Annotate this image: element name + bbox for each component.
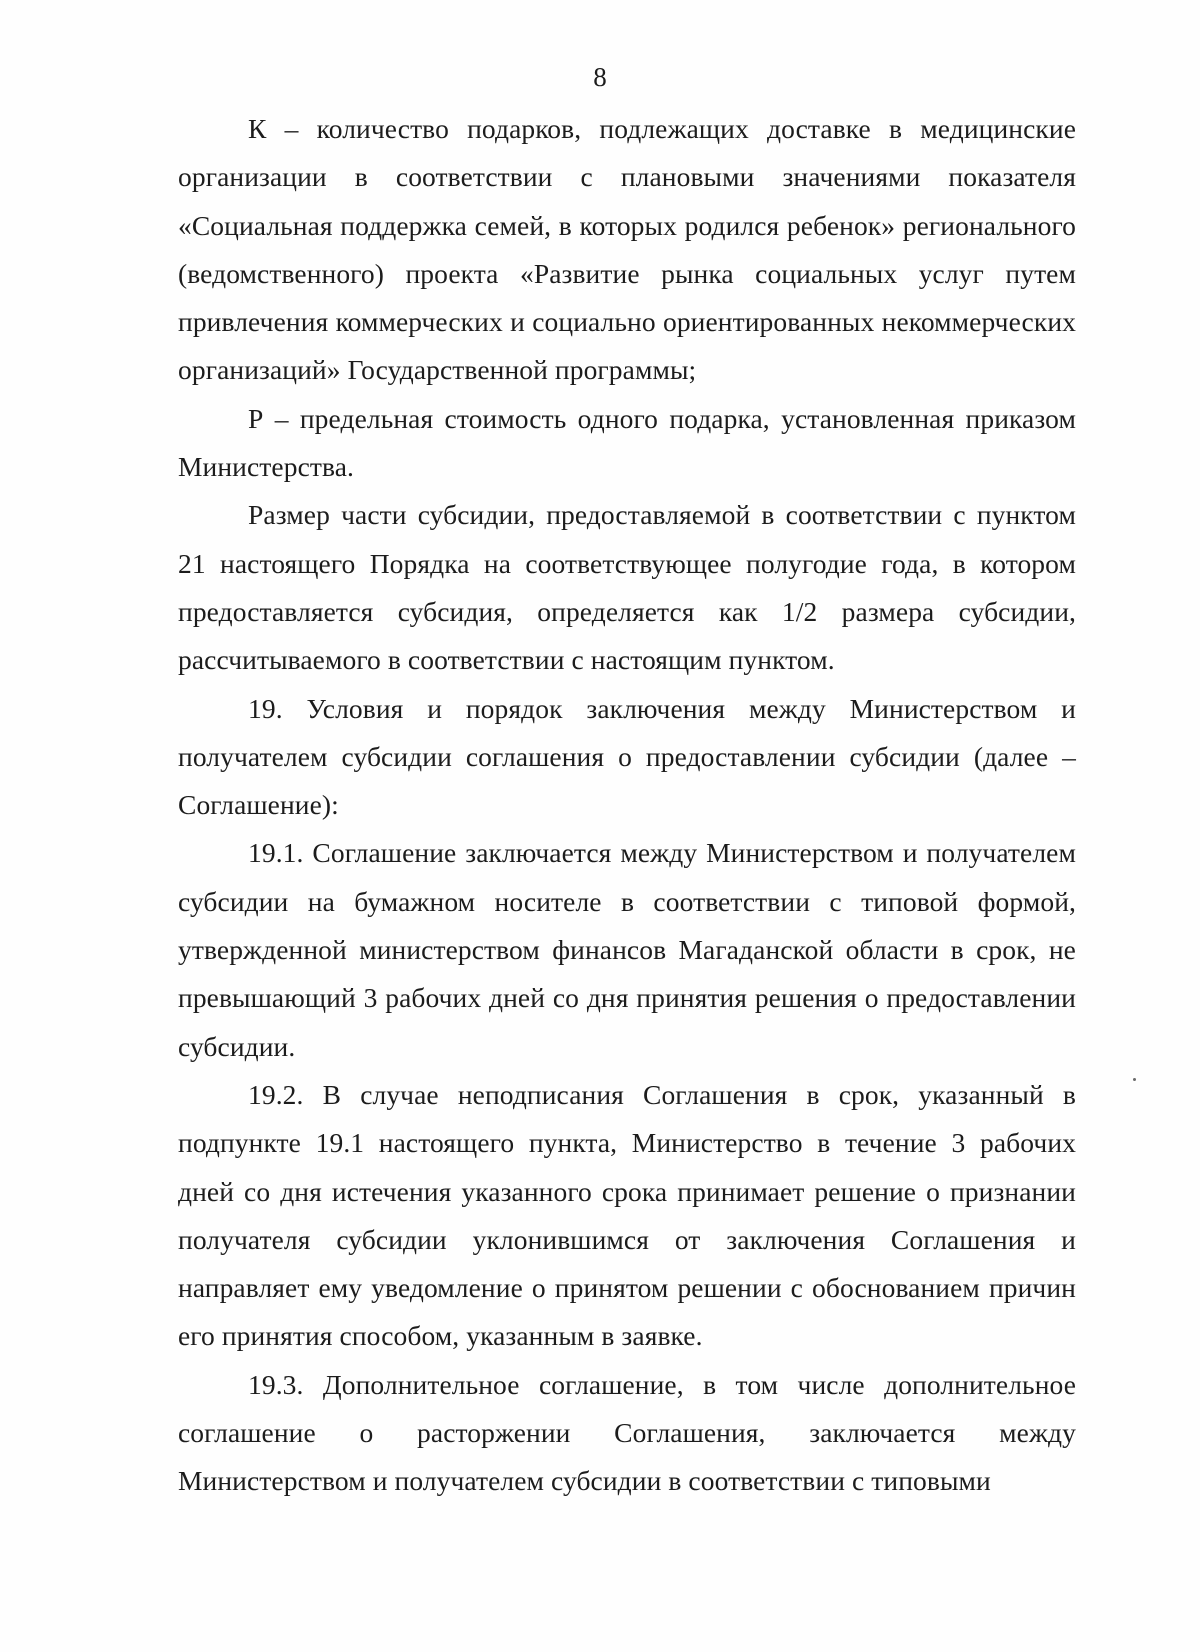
scan-dust-speck [1133, 1078, 1136, 1081]
page-number: 8 [593, 62, 607, 92]
paragraph-clause-19: 19. Условия и порядок заключения между Министерством и получателем субсидии соглашения о предоставлении субсидии (далее – Соглашение): [178, 692, 1076, 821]
paragraph-clause-19-3: 19.3. Дополнительное соглашение, в том числе дополнительное соглашение о расторжении Соглашения, заключается между Министерством и получателем субсидии в соответствии с типовыми [178, 1368, 1076, 1497]
paragraph-p-definition: Р – предельная стоимость одного подарка, установленная приказом Министерства. [178, 402, 1076, 483]
paragraph-k-definition: К – количество подарков, подлежащих доставке в медицинские организации в соответствии с плановыми значениями показателя «Социальная поддержка семей, в которых родился ребенок» регионального (ведомственного) проекта «Развитие рынка социальных услуг путем привлечения коммерческих и социально ориентированных некоммерческих организаций» Государственной программы; [178, 113, 1076, 386]
paragraph-subsidy-part-size: Размер части субсидии, предоставляемой в соответствии с пунктом 21 настоящего Порядка на соответствующее полугодие года, в котором предоставляется субсидия, определяется как 1/2 размера субсидии, рассчитываемого в соответствии с настоящим пунктом. [178, 499, 1076, 676]
paragraph-clause-19-1: 19.1. Соглашение заключается между Министерством и получателем субсидии на бумажном носителе в соответствии с типовой формой, утвержденной министерством финансов Магаданской области в срок, не превышающий 3 рабочих дней со дня принятия решения о предоставлении субсидии. [178, 837, 1076, 1062]
document-body [178, 105, 1076, 1506]
paragraph-clause-19-2: 19.2. В случае неподписания Соглашения в срок, указанный в подпункте 19.1 настоящего пункта, Министерство в течение 3 рабочих дней со дня истечения указанного срока принимает решение о признании получателя субсидии уклонившимся от заключения Соглашения и направляет ему уведомление о принятом решении с обоснованием причин его принятия способом, указанным в заявке. [178, 1078, 1076, 1352]
